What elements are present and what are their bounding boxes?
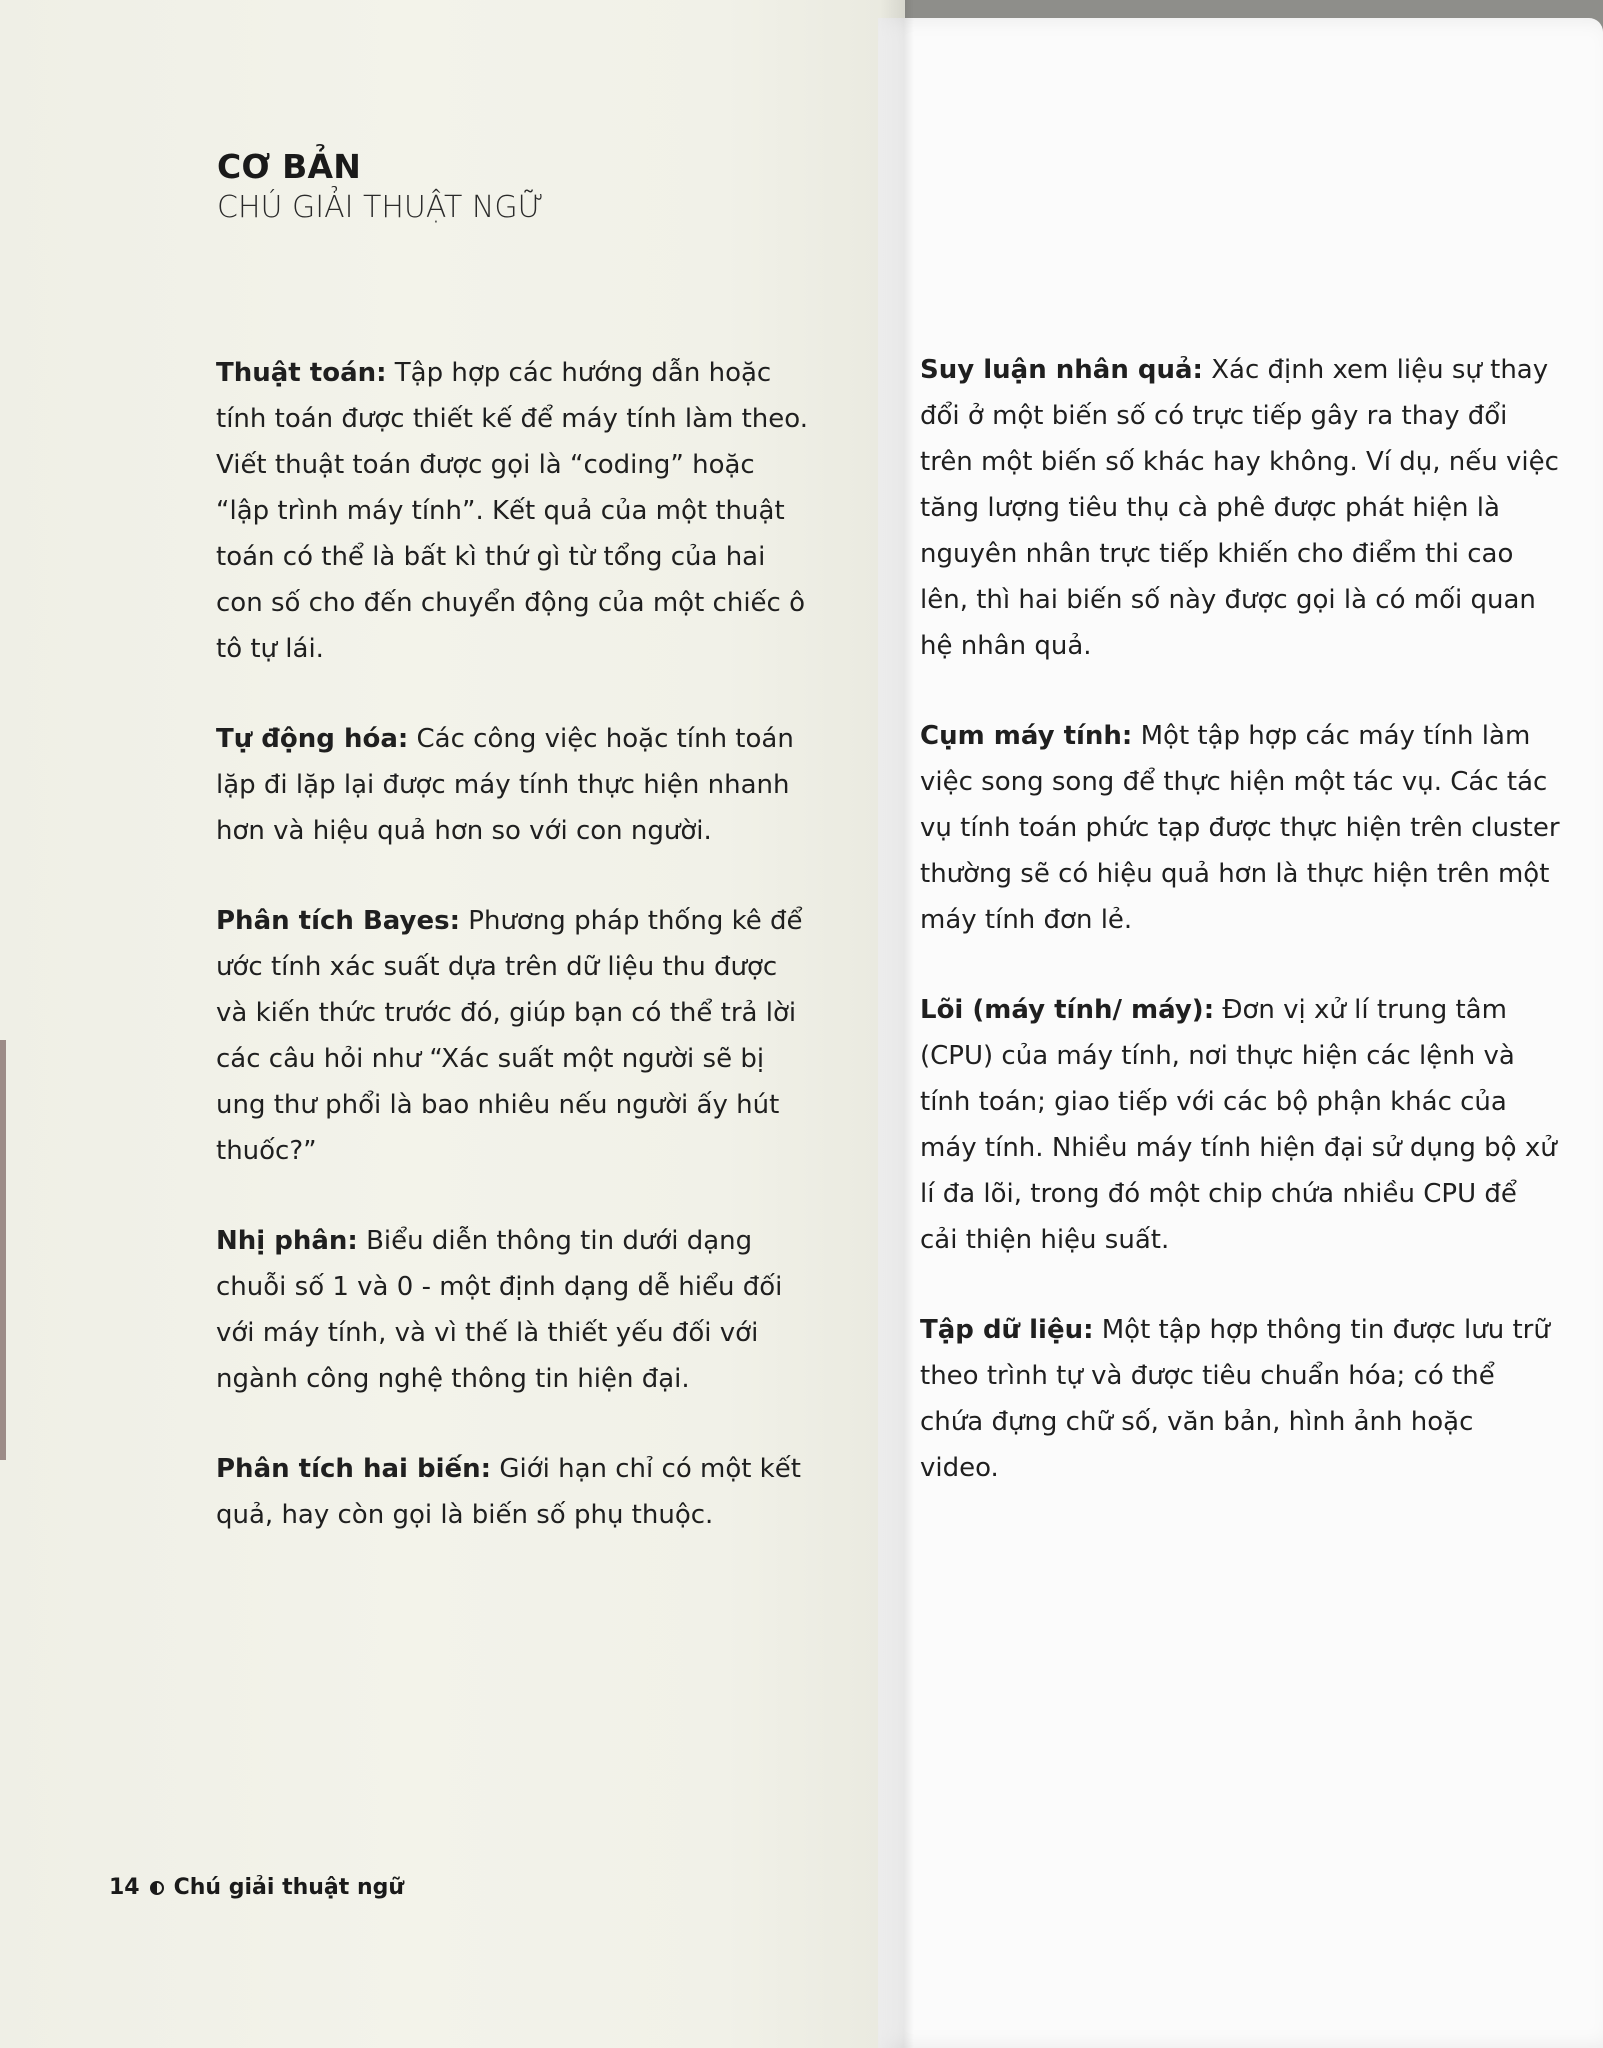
glossary-entry-suy-luan-nhan-qua bbox=[920, 347, 1560, 669]
glossary-entry-cum-may-tinh bbox=[920, 713, 1560, 943]
glossary-term: Phân tích Bayes: bbox=[216, 906, 461, 936]
glossary-definition: Giới hạn chỉ có một kết quả, hay còn gọi là biến số phụ thuộc. bbox=[216, 1454, 801, 1530]
glossary-definition: Một tập hợp thông tin được lưu trữ theo trình tự và được tiêu chuẩn hóa; có thể chứa đựng chữ số, văn bản, hình ảnh hoặc video. bbox=[920, 1315, 1550, 1483]
glossary-right-column bbox=[920, 347, 1560, 1491]
glossary-definition: Biểu diễn thông tin dưới dạng chuỗi số 1 và 0 - một định dạng dễ hiểu đối với máy tính, và vì thế là thiết yếu đối với ngành công nghệ thông tin hiện đại. bbox=[216, 1226, 783, 1394]
section-title: CƠ BẢN bbox=[217, 147, 362, 186]
page-number: 14 bbox=[109, 1875, 140, 1900]
glossary-term: Phân tích hai biến: bbox=[216, 1454, 492, 1484]
glossary-entry-tu-dong-hoa bbox=[216, 716, 816, 854]
glossary-entry-tap-du-lieu bbox=[920, 1307, 1560, 1491]
page-footer bbox=[109, 1874, 404, 1902]
glossary-left-column bbox=[216, 350, 816, 1538]
glossary-entry-nhi-phan bbox=[216, 1218, 816, 1402]
glossary-term: Thuật toán: bbox=[216, 358, 387, 388]
glossary-definition: Xác định xem liệu sự thay đổi ở một biến số có trực tiếp gây ra thay đổi trên một biến số khác hay không. Ví dụ, nếu việc tăng lượng tiêu thụ cà phê được phát hiện là nguyên nhân trực tiếp khiến cho điểm thi cao lên, thì hai biến số này được gọi là có mối quan hệ nhân quả. bbox=[920, 355, 1559, 661]
glossary-term: Tự động hóa: bbox=[216, 724, 409, 754]
glossary-definition: Tập hợp các hướng dẫn hoặc tính toán được thiết kế để máy tính làm theo. Viết thuật toán được gọi là “coding” hoặc “lập trình máy tính”. Kết quả của một thuật toán có thể là bất kì thứ gì từ tổng của hai con số cho đến chuyển động của một chiếc ô tô tự lái. bbox=[216, 358, 808, 664]
glossary-definition: Phương pháp thống kê để ước tính xác suất dựa trên dữ liệu thu được và kiến thức trước đó, giúp bạn có thể trả lời các câu hỏi như “Xác suất một người sẽ bị ung thư phổi là bao nhiêu nếu người ấy hút thuốc?” bbox=[216, 906, 803, 1166]
glossary-definition: Các công việc hoặc tính toán lặp đi lặp lại được máy tính thực hiện nhanh hơn và hiệu quả hơn so với con người. bbox=[216, 724, 794, 846]
section-subtitle: CHÚ GIẢI THUẬT NGỮ bbox=[217, 190, 544, 225]
page-header bbox=[217, 146, 777, 228]
glossary-entry-thuat-toan bbox=[216, 350, 816, 672]
half-circle-icon bbox=[150, 1881, 164, 1895]
glossary-entry-phan-tich-hai-bien bbox=[216, 1446, 816, 1538]
glossary-term: Tập dữ liệu: bbox=[920, 1315, 1094, 1345]
glossary-entry-phan-tich-bayes bbox=[216, 898, 816, 1174]
page-edge-mark bbox=[0, 1040, 6, 1460]
glossary-definition: Một tập hợp các máy tính làm việc song song để thực hiện một tác vụ. Các tác vụ tính toán phức tạp được thực hiện trên cluster thường sẽ có hiệu quả hơn là thực hiện trên một máy tính đơn lẻ. bbox=[920, 721, 1560, 935]
glossary-term: Suy luận nhân quả: bbox=[920, 355, 1203, 385]
glossary-term: Lõi (máy tính/ máy): bbox=[920, 995, 1215, 1025]
glossary-definition: Đơn vị xử lí trung tâm (CPU) của máy tính, nơi thực hiện các lệnh và tính toán; giao tiếp với các bộ phận khác của máy tính. Nhiều máy tính hiện đại sử dụng bộ xử lí đa lõi, trong đó một chip chứa nhiều CPU để cải thiện hiệu suất. bbox=[920, 995, 1557, 1255]
glossary-term: Nhị phân: bbox=[216, 1226, 358, 1256]
footer-label: Chú giải thuật ngữ bbox=[173, 1875, 405, 1900]
glossary-term: Cụm máy tính: bbox=[920, 721, 1133, 751]
glossary-entry-loi bbox=[920, 987, 1560, 1263]
